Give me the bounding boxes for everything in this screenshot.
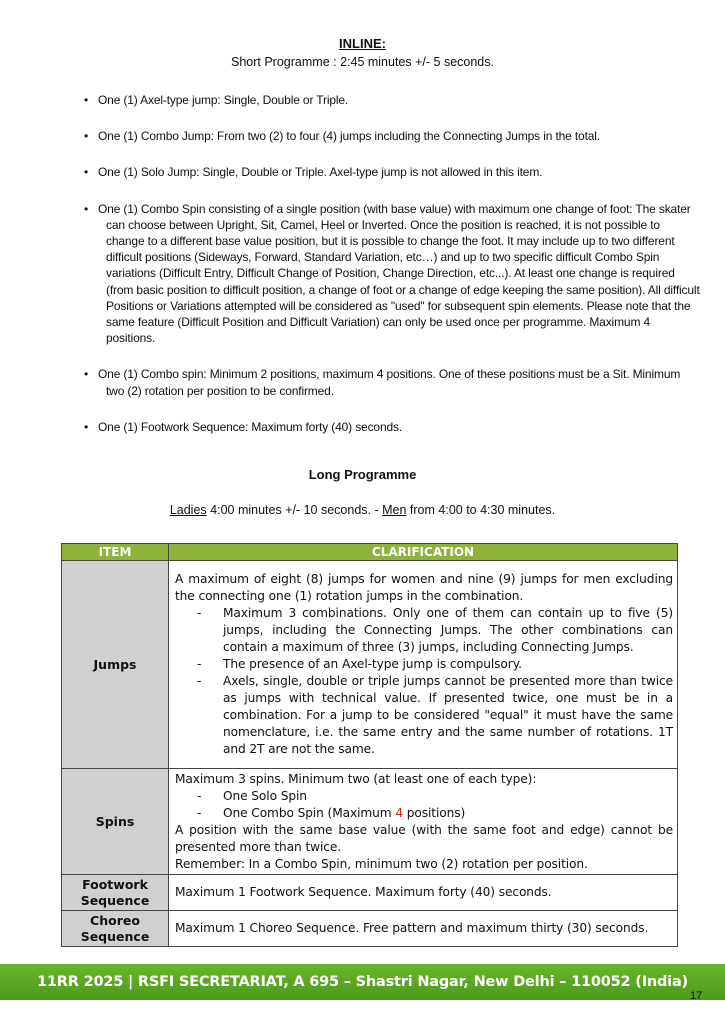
spins-combo-max-number: 4	[395, 805, 403, 820]
footwork-label-line2: Sequence	[80, 892, 150, 908]
row-desc-footwork: Maximum 1 Footwork Sequence. Maximum forty (40) seconds.	[169, 875, 678, 911]
bullet-icon: •	[84, 367, 89, 382]
jumps-point-text: Axels, single, double or triple jumps cannot be presented more than twice as jumps with technical value. If presented twice, one must be in a combination. For a jump to be considered "equal" it must have the same nomenclature, i.e. the same entry and the same number of rotations. 1T and 2T are not the same.	[223, 674, 673, 756]
header-item: ITEM	[62, 544, 169, 561]
row-desc-choreo: Maximum 1 Choreo Sequence. Free pattern and maximum thirty (30) seconds.	[169, 911, 678, 947]
header-clarification: CLARIFICATION	[169, 544, 678, 561]
ladies-duration: 4:00 minutes +/- 10 seconds. -	[206, 503, 383, 517]
ladies-label: Ladies	[169, 503, 207, 517]
list-item-text: One (1) Combo spin: Minimum 2 positions, maximum 4 positions. One of these positions must be a Sit. Minimum two (2) rotation per position to be confirmed.	[98, 367, 681, 398]
footer-bar	[0, 964, 725, 1000]
row-desc-jumps	[169, 561, 678, 769]
list-item-text: One (1) Combo Jump: From two (2) to four (4) jumps including the Connecting Jumps in the total.	[98, 129, 600, 144]
spins-remember: Remember: In a Combo Spin, minimum two (2) rotation per position.	[175, 856, 588, 871]
jumps-point-text: The presence of an Axel-type jump is compulsory.	[223, 657, 522, 671]
list-item-text: One (1) Axel-type jump: Single, Double or Triple.	[98, 93, 349, 107]
table-row	[62, 911, 678, 947]
table-header-row	[62, 544, 678, 561]
dash-icon: -	[197, 606, 202, 620]
footwork-label-line1: Footwork	[82, 876, 148, 892]
long-programme-heading: Long Programme	[308, 467, 417, 482]
jumps-point	[175, 673, 673, 758]
list-item	[80, 201, 700, 347]
row-desc-spins	[169, 769, 678, 875]
bullet-icon: •	[84, 93, 89, 107]
row-item-choreo	[62, 911, 169, 947]
table-row	[62, 561, 678, 769]
list-item-text: One (1) Solo Jump: Single, Double or Triple. Axel-type jump is not allowed in this item.	[98, 165, 543, 180]
footer-address: 11RR 2025 | RSFI SECRETARIAT, A 695 – Shastri Nagar, New Delhi – 110052 (India)	[37, 974, 688, 990]
list-item	[80, 128, 700, 144]
row-item-spins: Spins	[62, 769, 169, 875]
dash-icon: -	[197, 657, 202, 671]
bullet-icon: •	[84, 201, 89, 216]
dash-icon: -	[197, 805, 202, 820]
inline-heading: INLINE:	[339, 36, 386, 51]
short-programme-duration: Short Programme : 2:45 minutes +/- 5 seconds.	[231, 55, 494, 69]
row-item-jumps: Jumps	[62, 561, 169, 769]
dash-icon: -	[197, 674, 202, 688]
jumps-intro: A maximum of eight (8) jumps for women and nine (9) jumps for men excluding the connecting one (1) rotation jumps in the combination.	[175, 572, 673, 603]
list-item	[80, 366, 700, 398]
list-item-text: One (1) Combo Spin consisting of a single position (with base value) with maximum one change of foot: The skater can choose between Upright, Sit, Camel, Heel or Inverted. Once the position is reached, it is not possible to change to a different base value position, but it is possible to change the foot. It may include up to two different difficult positions (Sideways, Forward, Standard Variation, etc…) and up to two specific difficult Combo Spin variations (Difficult Entry, Difficult Change of Position, Change Direction, etc...). At least one change is required (from basic position to difficult position, a change of foot or a change of edge keeping the same position). All difficult Positions or Variations attempted will be considered as "used" for subsequent spin elements. Please note that the same feature (Difficult Position and Difficult Variation) can only be used once per programme. Maximum 4 positions.	[98, 201, 700, 346]
spins-intro: Maximum 3 spins. Minimum two (at least one of each type):	[175, 771, 537, 786]
spins-solo-text: One Solo Spin	[223, 788, 307, 803]
spins-note: A position with the same base value (with the same foot and edge) cannot be presented more than twice.	[175, 822, 673, 854]
choreo-label-line1: Choreo	[90, 912, 140, 928]
list-item	[80, 92, 700, 108]
page-number: 17	[690, 990, 703, 1002]
bullet-icon: •	[84, 165, 89, 180]
dash-icon: -	[197, 788, 202, 803]
spins-combo-text-end: positions)	[403, 805, 466, 820]
long-programme-table	[61, 543, 678, 947]
spins-point	[175, 788, 673, 805]
bullet-icon: •	[84, 129, 89, 144]
men-duration: from 4:00 to 4:30 minutes.	[406, 503, 556, 517]
jumps-point	[175, 656, 673, 673]
jumps-point-text: Maximum 3 combinations. Only one of them can contain up to five (5) jumps, including the Connecting Jumps. The other combinations can contain a maximum of three (3) jumps, including Connecting Jumps.	[223, 606, 673, 654]
spins-combo-text: One Combo Spin (Maximum	[223, 805, 396, 820]
jumps-point	[175, 605, 673, 656]
list-item-text: One (1) Footwork Sequence: Maximum forty (40) seconds.	[98, 419, 403, 434]
spins-point	[175, 805, 673, 822]
long-programme-durations	[0, 503, 725, 517]
table-row	[62, 769, 678, 875]
choreo-label-line2: Sequence	[80, 928, 150, 944]
inline-requirements-list	[80, 92, 700, 455]
list-item	[80, 419, 700, 435]
table-row	[62, 875, 678, 911]
bullet-icon: •	[84, 419, 89, 434]
row-item-footwork	[62, 875, 169, 911]
men-label: Men	[382, 503, 407, 517]
list-item	[80, 164, 700, 180]
